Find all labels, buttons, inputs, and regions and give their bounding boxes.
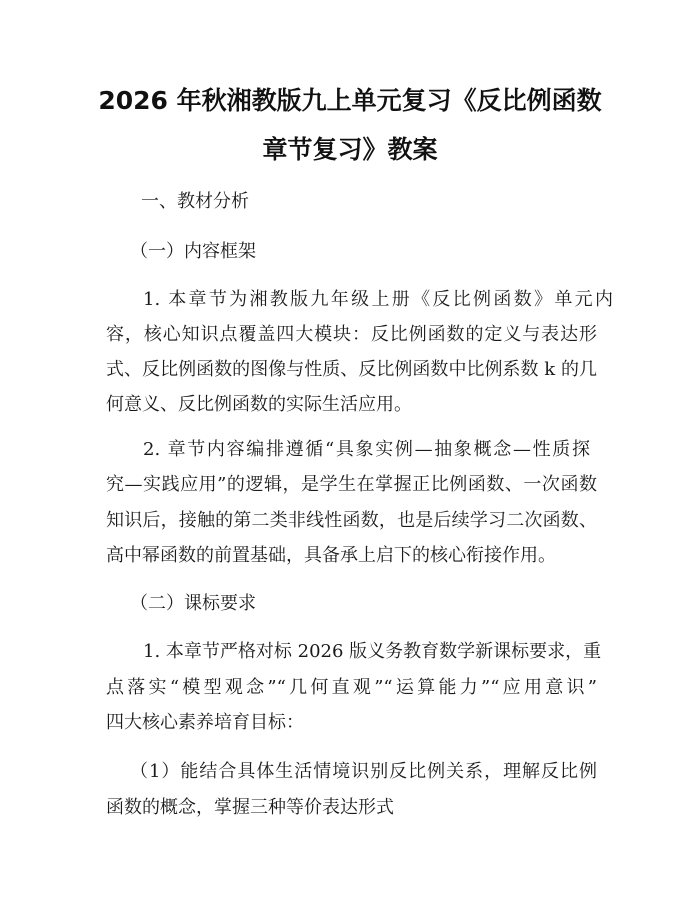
- list-item-line: 函数的概念，掌握三种等价表达形式: [106, 797, 394, 818]
- paragraph-line: 2. 章节内容编排遵循“具象实例—抽象概念—性质探: [143, 439, 590, 460]
- paragraph-line: 1. 本章节严格对标 2026 版义务教育数学新课标要求，重: [143, 641, 602, 662]
- subsection-heading-content-framework: （一）内容框架: [130, 241, 256, 262]
- list-item-line: （1）能结合具体生活情境识别反比例关系，理解反比例: [130, 761, 597, 782]
- paragraph-line: 高中幂函数的前置基础，具备承上启下的核心衔接作用。: [106, 545, 556, 566]
- section-heading-teaching-material-analysis: 一、教材分析: [141, 191, 249, 212]
- paragraph-line: 式、反比例函数的图像与性质、反比例函数中比例系数 k 的几: [106, 359, 597, 380]
- paragraph-line: 何意义、反比例函数的实际生活应用。: [106, 394, 412, 415]
- paragraph-line: 1. 本章节为湘教版九年级上册《反比例函数》单元内: [143, 289, 613, 310]
- subsection-heading-curriculum-requirements: （二）课标要求: [130, 593, 256, 614]
- paragraph-line: 四大核心素养培育目标：: [106, 712, 304, 733]
- paragraph-line: 究—实践应用”的逻辑，是学生在掌握正比例函数、一次函数: [106, 474, 597, 495]
- paragraph-line: 知识后，接触的第二类非线性函数，也是后续学习二次函数、: [106, 510, 597, 531]
- document-title-line-2: 章节复习》教案: [262, 135, 438, 164]
- paragraph-line: 点落实“模型观念”“几何直观”“运算能力”“应用意识”: [106, 677, 597, 698]
- document-title-line-1: 2026 年秋湘教版九上单元复习《反比例函数: [98, 86, 602, 115]
- paragraph-line: 容，核心知识点覆盖四大模块：反比例函数的定义与表达形: [106, 324, 597, 345]
